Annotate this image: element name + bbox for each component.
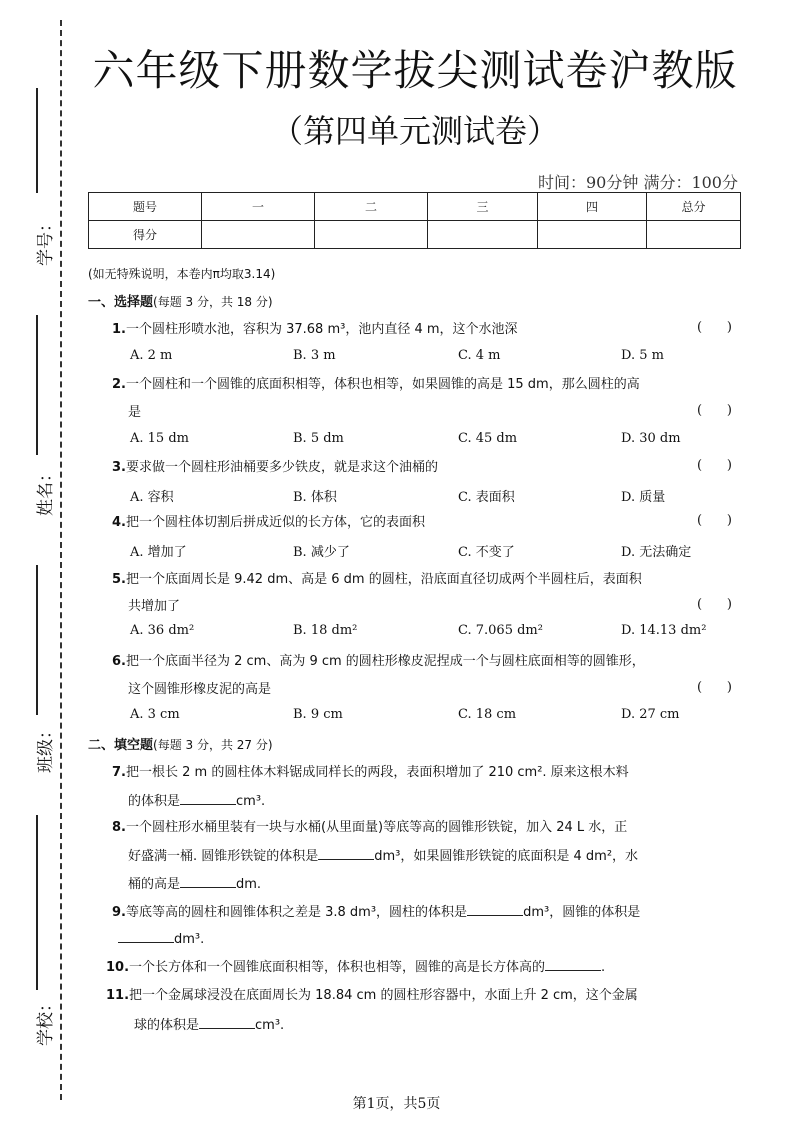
answer-blank[interactable] bbox=[467, 901, 523, 916]
score-cell[interactable] bbox=[428, 221, 538, 249]
q2-line1: 2.一个圆柱和一个圆锥的底面积相等，体积也相等，如果圆锥的高是 15 dm，那么圆柱的高 bbox=[112, 377, 640, 392]
option-c: C. 18 cm bbox=[458, 707, 517, 722]
header-cell: 四 bbox=[538, 193, 647, 221]
section1-heading: 一、选择题(每题 3 分，共 18 分) bbox=[88, 295, 273, 310]
q1-line1: 1.一个圆柱形喷水池，容积为 37.68 m³，池内直径 4 m，这个水池深 bbox=[112, 322, 518, 337]
option-c: C. 表面积 bbox=[458, 490, 515, 505]
q8-line3: 桶的高是 dm. bbox=[128, 873, 261, 895]
header-cell: 二 bbox=[315, 193, 428, 221]
score-cell[interactable] bbox=[647, 221, 741, 249]
q4-line1: 4.把一个圆柱体切割后拼成近似的长方体，它的表面积 bbox=[112, 515, 425, 530]
option-a: A. 15 dm bbox=[130, 431, 189, 446]
answer-parentheses[interactable]: ( ) bbox=[697, 597, 732, 612]
option-d: D. 质量 bbox=[621, 490, 666, 505]
answer-blank[interactable] bbox=[199, 1014, 255, 1029]
school-label: 学校： bbox=[36, 995, 56, 1046]
option-c: C. 7.065 dm² bbox=[458, 623, 543, 638]
time-info: 时间：90分钟 满分：100分 bbox=[538, 173, 738, 192]
option-d: D. 14.13 dm² bbox=[621, 623, 707, 638]
option-d: D. 无法确定 bbox=[621, 545, 692, 560]
option-d: D. 27 cm bbox=[621, 707, 680, 722]
score-cell[interactable] bbox=[538, 221, 647, 249]
option-c: C. 45 dm bbox=[458, 431, 518, 446]
class-line bbox=[36, 565, 38, 715]
answer-parentheses[interactable]: ( ) bbox=[697, 403, 732, 418]
option-c: C. 不变了 bbox=[458, 545, 515, 560]
q10-line: 10.一个长方体和一个圆锥底面积相等，体积也相等，圆锥的高是长方体高的 . bbox=[106, 956, 605, 978]
answer-blank[interactable] bbox=[180, 873, 236, 888]
answer-parentheses[interactable]: ( ) bbox=[697, 680, 732, 695]
option-b: B. 3 m bbox=[293, 348, 336, 363]
q7-line2: 的体积是 cm³. bbox=[128, 790, 265, 812]
q6-line2: 这个圆锥形橡皮泥的高是 bbox=[128, 682, 272, 697]
answer-parentheses[interactable]: ( ) bbox=[697, 320, 732, 335]
option-b: B. 18 dm² bbox=[293, 623, 358, 638]
score-table bbox=[88, 192, 741, 249]
q9-line1: 9.等底等高的圆柱和圆锥体积之差是 3.8 dm³，圆柱的体积是 dm³，圆锥的体积是 bbox=[112, 901, 640, 923]
option-a: A. 3 cm bbox=[130, 707, 180, 722]
option-b: B. 5 dm bbox=[293, 431, 344, 446]
option-c: C. 4 m bbox=[458, 348, 501, 363]
option-b: B. 9 cm bbox=[293, 707, 343, 722]
q3-line1: 3.要求做一个圆柱形油桶要多少铁皮，就是求这个油桶的 bbox=[112, 460, 438, 475]
name-label: 姓名： bbox=[36, 465, 56, 516]
q2-line2: 是 bbox=[128, 405, 142, 420]
answer-blank[interactable] bbox=[180, 790, 236, 805]
q11-line1: 11.把一个金属球浸没在底面周长为 18.84 cm 的圆柱形容器中，水面上升 2 cm，这个金属 bbox=[106, 988, 638, 1003]
page-title: 六年级下册数学拔尖测试卷沪教版 bbox=[92, 46, 738, 95]
page-subtitle: （第四单元测试卷） bbox=[270, 112, 559, 150]
score-cell[interactable] bbox=[202, 221, 315, 249]
page-footer: 第1页，共5页 bbox=[352, 1096, 441, 1112]
option-a: A. 36 dm² bbox=[130, 623, 195, 638]
answer-blank[interactable] bbox=[545, 956, 601, 971]
answer-parentheses[interactable]: ( ) bbox=[697, 513, 732, 528]
header-cell: 一 bbox=[202, 193, 315, 221]
section2-heading: 二、填空题(每题 3 分，共 27 分) bbox=[88, 738, 273, 753]
q11-line2: 球的体积是 cm³. bbox=[134, 1014, 284, 1036]
q8-line2: 好盛满一桶. 圆锥形铁锭的体积是 dm³，如果圆锥形铁锭的底面积是 4 dm²，水 bbox=[128, 845, 638, 867]
option-a: A. 增加了 bbox=[130, 545, 187, 560]
score-cell[interactable] bbox=[315, 221, 428, 249]
q8-line1: 8.一个圆柱形水桶里装有一块与水桶(从里面量)等底等高的圆锥形铁锭，加入 24 L 水，正 bbox=[112, 820, 628, 835]
answer-blank[interactable] bbox=[318, 845, 374, 860]
pi-note: (如无特殊说明，本卷内π均取3.14) bbox=[88, 267, 276, 281]
option-b: B. 减少了 bbox=[293, 545, 350, 560]
header-cell: 题号 bbox=[89, 193, 202, 221]
answer-parentheses[interactable]: ( ) bbox=[697, 458, 732, 473]
option-a: A. 容积 bbox=[130, 490, 174, 505]
answer-blank[interactable] bbox=[118, 928, 174, 943]
option-b: B. 体积 bbox=[293, 490, 337, 505]
header-cell: 总分 bbox=[647, 193, 741, 221]
header-cell: 三 bbox=[428, 193, 538, 221]
class-label: 班级： bbox=[36, 722, 56, 773]
name-line bbox=[36, 315, 38, 455]
q5-line1: 5.把一个底面周长是 9.42 dm、高是 6 dm 的圆柱，沿底面直径切成两个半圆柱后，表面积 bbox=[112, 572, 642, 587]
option-a: A. 2 m bbox=[130, 348, 173, 363]
school-line bbox=[36, 815, 38, 990]
student-id-label: 学号： bbox=[36, 215, 56, 266]
q7-line1: 7.把一根长 2 m 的圆柱体木料锯成同样长的两段，表面积增加了 210 cm². 原来这根木料 bbox=[112, 765, 629, 780]
q5-line2: 共增加了 bbox=[128, 599, 181, 614]
q9-line2: dm³. bbox=[118, 928, 204, 950]
row-label: 得分 bbox=[89, 221, 202, 249]
option-d: D. 30 dm bbox=[621, 431, 681, 446]
option-d: D. 5 m bbox=[621, 348, 664, 363]
binding-dashed-line bbox=[60, 20, 62, 1100]
q6-line1: 6.把一个底面半径为 2 cm、高为 9 cm 的圆柱形橡皮泥捏成一个与圆柱底面相等的圆锥形， bbox=[112, 654, 645, 669]
